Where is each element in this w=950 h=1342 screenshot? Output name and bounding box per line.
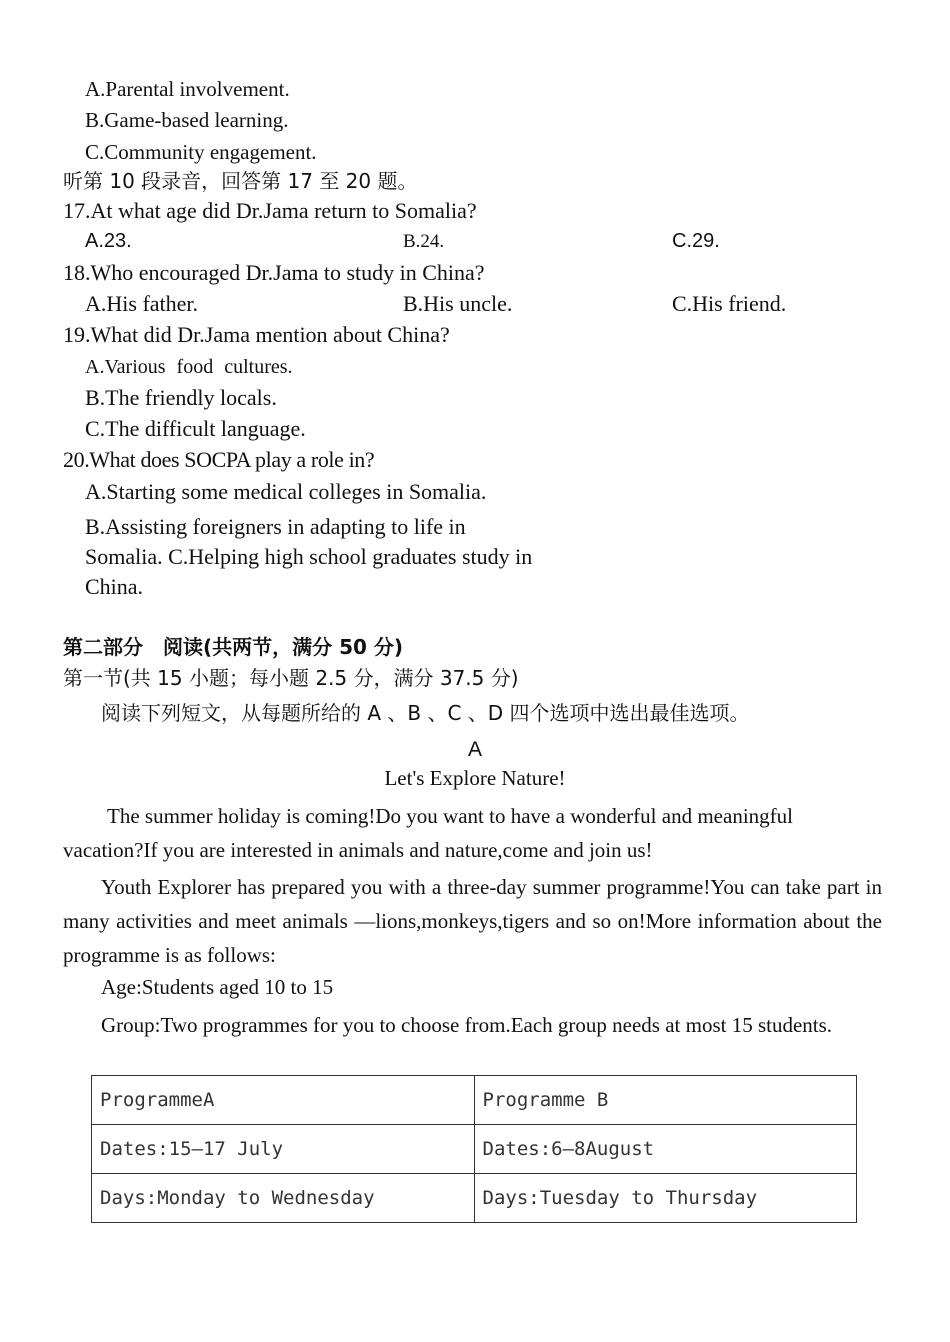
q18-option-b: B.His uncle. (403, 291, 513, 316)
table-row (92, 1174, 857, 1223)
table-cell: Programme B (474, 1076, 857, 1125)
passage-paragraph-1-text: The summer holiday is coming!Do you want to have a wonderful and meaningful vacation?If you are interested in animals and nature,come and join us! (63, 804, 793, 862)
table-cell: Days:Monday to Wednesday (92, 1174, 475, 1223)
passage-paragraph-1 (63, 799, 793, 867)
q18-option-c: C.His friend. (672, 291, 787, 316)
q16-option-a: A.Parental involvement. (85, 77, 290, 101)
q17-option-c: C.29. (672, 230, 720, 252)
passage-title: Let's Explore Nature! (384, 766, 566, 790)
table-cell: ProgrammeA (92, 1076, 475, 1125)
table-cell: Days:Tuesday to Thursday (474, 1174, 857, 1223)
q17-option-a: A.23. (85, 230, 132, 252)
q19-option-a: A.Various food cultures. (85, 356, 293, 378)
q16-option-b: B.Game-based learning. (85, 108, 289, 132)
q16-option-c: C.Community engagement. (85, 140, 317, 164)
table-cell: Dates:15—17 July (92, 1125, 475, 1174)
passage-letter: A (467, 738, 482, 761)
q18-option-a: A.His father. (85, 291, 199, 316)
table-row (92, 1125, 857, 1174)
passage-paragraph-2 (63, 870, 882, 972)
programme-table (91, 1075, 857, 1223)
table-row (92, 1076, 857, 1125)
passage-group (63, 1010, 847, 1041)
q20-option-b: B.Assisting foreigners in adapting to life in (85, 514, 466, 539)
part2-heading: 第二部分 阅读(共两节，满分 50 分) (63, 635, 404, 659)
q19-option-c: C.The difficult language. (85, 416, 306, 441)
question-18: 18.Who encouraged Dr.Jama to study in China? (63, 260, 485, 285)
part2-instruction: 阅读下列短文，从每题所给的 A 、B 、C 、D 四个选项中选出最佳选项。 (101, 701, 750, 725)
q20-option-a: A.Starting some medical colleges in Somalia. (85, 479, 487, 504)
q20-option-c-continued: China. (85, 574, 144, 599)
section10-instruction: 听第 10 段录音，回答第 17 至 20 题。 (63, 169, 418, 193)
q19-option-b: B.The friendly locals. (85, 385, 277, 410)
part2-section1: 第一节(共 15 小题；每小题 2.5 分，满分 37.5 分) (63, 666, 519, 690)
table-cell: Dates:6—8August (474, 1125, 857, 1174)
q17-option-b: B.24. (403, 231, 445, 252)
passage-age: Age:Students aged 10 to 15 (101, 975, 334, 999)
question-19: 19.What did Dr.Jama mention about China? (63, 322, 450, 347)
passage-group-text: Group:Two programmes for you to choose from.Each group needs at most 15 students. (101, 1013, 833, 1037)
q20-option-b-continued: Somalia. C.Helping high school graduates study in (85, 544, 533, 569)
passage-paragraph-2-text: Youth Explorer has prepared you with a three-day summer programme!You can take part in many activities and meet animals —lions,monkeys,tigers and so on!More information about the programme is as follows: (63, 875, 882, 967)
question-17: 17.At what age did Dr.Jama return to Somalia? (63, 198, 477, 223)
question-20: 20.What does SOCPA play a role in? (63, 447, 375, 472)
